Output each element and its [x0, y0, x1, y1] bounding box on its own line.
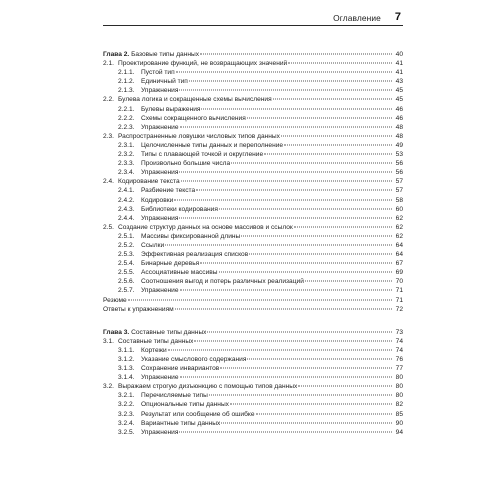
entry-number: 2.5.5.: [118, 269, 135, 277]
dot-leader: [174, 199, 392, 200]
entry-title: Резюме: [103, 296, 127, 304]
dot-leader: [219, 208, 392, 209]
entry-page: 46: [395, 114, 403, 122]
entry-number: 2.5.6.: [118, 278, 135, 286]
entry-page: 85: [395, 410, 403, 418]
dot-leader: [241, 235, 392, 236]
entry-page: 46: [395, 105, 403, 113]
entry-title: Библиотеки кодирования: [141, 205, 218, 213]
dot-leader: [247, 359, 392, 360]
entry-title: Пустой тип: [141, 69, 175, 77]
entry-page: 57: [395, 187, 403, 195]
dot-leader: [231, 163, 392, 164]
dot-leader: [179, 90, 392, 91]
entry-number: 2.5.7.: [118, 287, 135, 295]
dot-leader: [247, 117, 392, 118]
dot-leader: [168, 349, 392, 350]
entry-title: Упражнение: [141, 287, 179, 295]
entry-number: 3.1.2.: [118, 356, 135, 363]
entry-title: Упражнение: [141, 123, 179, 131]
entry-title: Единичный тип: [141, 78, 188, 86]
entry-page: 60: [395, 205, 403, 213]
toc-subsection[interactable]: [103, 105, 403, 114]
entry-number: 3.1.: [103, 337, 114, 345]
dot-leader: [179, 172, 392, 173]
dot-leader: [181, 181, 392, 182]
entry-title: Упражнения: [141, 214, 179, 222]
entry-number: 2.5.2.: [118, 241, 135, 249]
entry-page: 74: [395, 346, 403, 354]
entry-page: 53: [395, 151, 403, 159]
entry-page: 74: [395, 337, 403, 345]
dot-leader: [219, 272, 392, 273]
dot-leader: [201, 108, 392, 109]
entry-title: Ответы к упражнениям: [103, 305, 174, 313]
entry-number: 2.1.1.: [118, 69, 135, 77]
entry-page: 71: [395, 296, 403, 304]
entry-title: Соотношения выгод и потерь различных реализаций: [141, 278, 304, 286]
dot-leader: [180, 377, 392, 378]
entry-number: 3.1.3.: [118, 365, 135, 373]
entry-page: 48: [395, 132, 403, 140]
toc-subsection[interactable]: [103, 232, 403, 241]
entry-page: 70: [395, 278, 403, 286]
entry-title: Разбиение текста: [141, 187, 196, 195]
entry-title: Бинарные деревья: [141, 260, 200, 268]
entry-page: 76: [395, 356, 403, 363]
toc-subsection[interactable]: [103, 277, 403, 286]
entry-title: Булевы выражения: [141, 105, 201, 113]
toc-section[interactable]: [103, 95, 403, 104]
toc-subsection[interactable]: [103, 268, 403, 277]
dot-leader: [294, 226, 392, 227]
toc-subsection[interactable]: [103, 410, 403, 419]
toc-section[interactable]: [103, 177, 403, 186]
entry-title: Кортежи: [141, 346, 167, 354]
toc-subsection[interactable]: [103, 373, 403, 382]
entry-title: Результат или сообщение об ошибке: [141, 410, 255, 418]
toc-subsection[interactable]: [103, 141, 403, 150]
entry-number: 2.4.2.: [118, 196, 135, 204]
dot-leader: [189, 81, 392, 82]
dot-leader: [175, 308, 392, 309]
entry-title: Создание структур данных на основе массивов и ссылок: [118, 223, 293, 231]
entry-page: 56: [395, 160, 403, 168]
dot-leader: [220, 368, 392, 369]
dot-leader: [273, 99, 392, 100]
toc-subsection[interactable]: [103, 86, 403, 95]
entry-page: 62: [395, 214, 403, 222]
entry-title: Ассоциативные массивы: [141, 269, 218, 277]
entry-page: 90: [395, 419, 403, 427]
dot-leader: [179, 217, 392, 218]
entry-page: 45: [395, 87, 403, 95]
entry-page: 80: [395, 374, 403, 382]
toc-section[interactable]: [103, 132, 403, 141]
entry-page: 58: [395, 196, 403, 204]
entry-title: Упражнение: [141, 374, 179, 382]
entry-number: 2.3.2.: [118, 151, 135, 159]
toc-subsection[interactable]: [103, 241, 403, 250]
dot-leader: [298, 386, 392, 387]
entry-title: Распространенные ловушки числовых типов данных: [118, 132, 280, 140]
toc-subsection[interactable]: [103, 419, 403, 428]
entry-page: 43: [395, 78, 403, 86]
entry-number: 2.3.: [103, 132, 114, 140]
chapter-page: 73: [395, 328, 403, 336]
entry-title: Составные типы данных: [118, 337, 194, 345]
entry-number: 3.2.2.: [118, 401, 135, 409]
entry-title: Ссылки: [141, 241, 165, 249]
entry-page: 69: [395, 269, 403, 277]
entry-title: Кодировки: [141, 196, 174, 204]
entry-page: 77: [395, 365, 403, 373]
entry-page: 82: [395, 401, 403, 409]
entry-number: 2.4.3.: [118, 205, 135, 213]
toc-subsection[interactable]: [103, 68, 403, 77]
entry-page: 71: [395, 287, 403, 295]
entry-page: 67: [395, 260, 403, 268]
entry-number: 2.5.3.: [118, 251, 135, 259]
chapter-page: 40: [395, 51, 403, 58]
chapter-title: Базовые типы данных: [131, 51, 200, 58]
entry-page: 41: [395, 60, 403, 68]
entry-number: 2.4.1.: [118, 187, 135, 195]
entry-title: Выражаем строгую дизъюнкцию с помощью типов данных: [118, 383, 298, 391]
dot-leader: [165, 244, 392, 245]
toc-subsection[interactable]: [103, 168, 403, 177]
dot-leader: [180, 126, 392, 127]
toc-chapter-heading[interactable]: [103, 50, 403, 59]
entry-number: 3.2.5.: [118, 428, 135, 436]
entry-number: 2.2.2.: [118, 114, 135, 122]
entry-number: 2.5.4.: [118, 260, 135, 268]
toc-subsection[interactable]: [103, 286, 403, 295]
entry-page: 64: [395, 251, 403, 259]
dot-leader: [256, 413, 392, 414]
toc-subsection[interactable]: [103, 123, 403, 132]
dot-leader: [207, 331, 392, 332]
entry-number: 2.1.2.: [118, 78, 135, 86]
entry-title: Целочисленные типы данных и переполнение: [141, 141, 284, 149]
toc-chapter: [103, 50, 403, 314]
dot-leader: [200, 263, 392, 264]
dot-leader: [288, 63, 392, 64]
page-number: 7: [394, 11, 401, 23]
toc-subsection[interactable]: [103, 346, 403, 355]
entry-title: Сохранение инвариантов: [141, 365, 220, 373]
entry-number: 2.2.: [103, 96, 114, 104]
toc-chapter-heading[interactable]: [103, 328, 403, 337]
toc-subsection[interactable]: [103, 259, 403, 268]
entry-page: 94: [395, 428, 403, 436]
entry-page: 57: [395, 178, 403, 186]
table-of-contents: [103, 50, 403, 451]
entry-page: 72: [395, 305, 403, 313]
toc-subsection[interactable]: [103, 159, 403, 168]
entry-page: 49: [395, 141, 403, 149]
entry-number: 2.5.1.: [118, 232, 135, 240]
entry-number: 2.2.3.: [118, 123, 135, 131]
entry-number: 3.2.3.: [118, 410, 135, 418]
toc-subsection[interactable]: [103, 428, 403, 437]
toc-subsection[interactable]: [103, 214, 403, 223]
dot-leader: [284, 144, 392, 145]
dot-leader: [194, 340, 392, 341]
dot-leader: [221, 422, 392, 423]
dot-leader: [305, 281, 392, 282]
toc-entry[interactable]: [103, 305, 403, 314]
chapter-label: Глава 3.: [103, 328, 130, 336]
dot-leader: [230, 404, 392, 405]
entry-number: 3.2.4.: [118, 419, 135, 427]
entry-title: Типы с плавающей точкой и округление: [141, 151, 264, 159]
toc-subsection[interactable]: [103, 250, 403, 259]
toc-subsection[interactable]: [103, 114, 403, 123]
entry-title: Массивы фиксированной длины: [141, 232, 241, 240]
entry-number: 2.1.: [103, 60, 114, 68]
running-head-title: Оглавление: [333, 13, 381, 23]
entry-title: Упражнения: [141, 169, 179, 177]
entry-number: 3.1.4.: [118, 374, 135, 382]
entry-number: 2.2.1.: [118, 105, 135, 113]
toc-entry[interactable]: [103, 296, 403, 305]
entry-title: Упражнения: [141, 87, 179, 95]
toc-subsection[interactable]: [103, 205, 403, 214]
entry-number: 3.1.1.: [118, 346, 135, 354]
dot-leader: [180, 290, 392, 291]
running-head: [103, 10, 403, 26]
dot-leader: [249, 254, 392, 255]
toc-section[interactable]: [103, 382, 403, 391]
toc-subsection[interactable]: [103, 196, 403, 205]
entry-title: Кодирование текста: [118, 178, 180, 186]
dot-leader: [128, 299, 392, 300]
chapter-label: Глава 2.: [103, 51, 130, 58]
entry-number: 3.2.1.: [118, 392, 135, 400]
entry-title: Эффективная реализация списков: [141, 251, 249, 259]
toc-subsection[interactable]: [103, 355, 403, 364]
entry-title: Булева логика и сокращенные схемы вычисления: [118, 96, 272, 104]
entry-title: Произвольно большие числа: [141, 160, 231, 168]
entry-page: 62: [395, 223, 403, 231]
toc-section[interactable]: [103, 337, 403, 346]
entry-number: 2.5.: [103, 223, 114, 231]
toc-subsection[interactable]: [103, 186, 403, 195]
entry-page: 56: [395, 169, 403, 177]
entry-page: 45: [395, 96, 403, 104]
toc-subsection[interactable]: [103, 150, 403, 159]
chapter-title: Составные типы данных: [131, 328, 207, 336]
entry-number: 2.3.3.: [118, 160, 135, 168]
entry-title: Вариантные типы данных: [141, 419, 221, 427]
entry-page: 48: [395, 123, 403, 131]
dot-leader: [176, 72, 392, 73]
entry-number: 3.2.: [103, 383, 114, 391]
dot-leader: [196, 190, 392, 191]
dot-leader: [209, 395, 392, 396]
dot-leader: [200, 54, 392, 55]
entry-number: 2.4.: [103, 178, 114, 186]
entry-page: 41: [395, 69, 403, 77]
entry-page: 80: [395, 383, 403, 391]
entry-number: 2.3.1.: [118, 141, 135, 149]
entry-number: 2.1.3.: [118, 87, 135, 95]
entry-title: Схемы сокращенного вычисления: [141, 114, 246, 122]
entry-title: Проектирование функций, не возвращающих значений: [118, 60, 288, 68]
toc-chapter: [103, 328, 403, 437]
entry-title: Перечисляемые типы: [141, 392, 208, 400]
dot-leader: [281, 135, 392, 136]
toc-subsection[interactable]: [103, 77, 403, 86]
entry-number: 2.3.4.: [118, 169, 135, 177]
entry-title: Указание смыслового содержания: [141, 356, 247, 363]
entry-number: 2.4.4.: [118, 214, 135, 222]
dot-leader: [179, 431, 392, 432]
toc-section[interactable]: [103, 59, 403, 68]
toc-subsection[interactable]: [103, 391, 403, 400]
entry-page: 64: [395, 241, 403, 249]
toc-subsection[interactable]: [103, 400, 403, 409]
toc-subsection[interactable]: [103, 364, 403, 373]
entry-page: 62: [395, 232, 403, 240]
entry-page: 80: [395, 392, 403, 400]
toc-section[interactable]: [103, 223, 403, 232]
entry-title: Упражнения: [141, 428, 179, 436]
entry-title: Опциональные типы данных: [141, 401, 229, 409]
dot-leader: [264, 154, 392, 155]
